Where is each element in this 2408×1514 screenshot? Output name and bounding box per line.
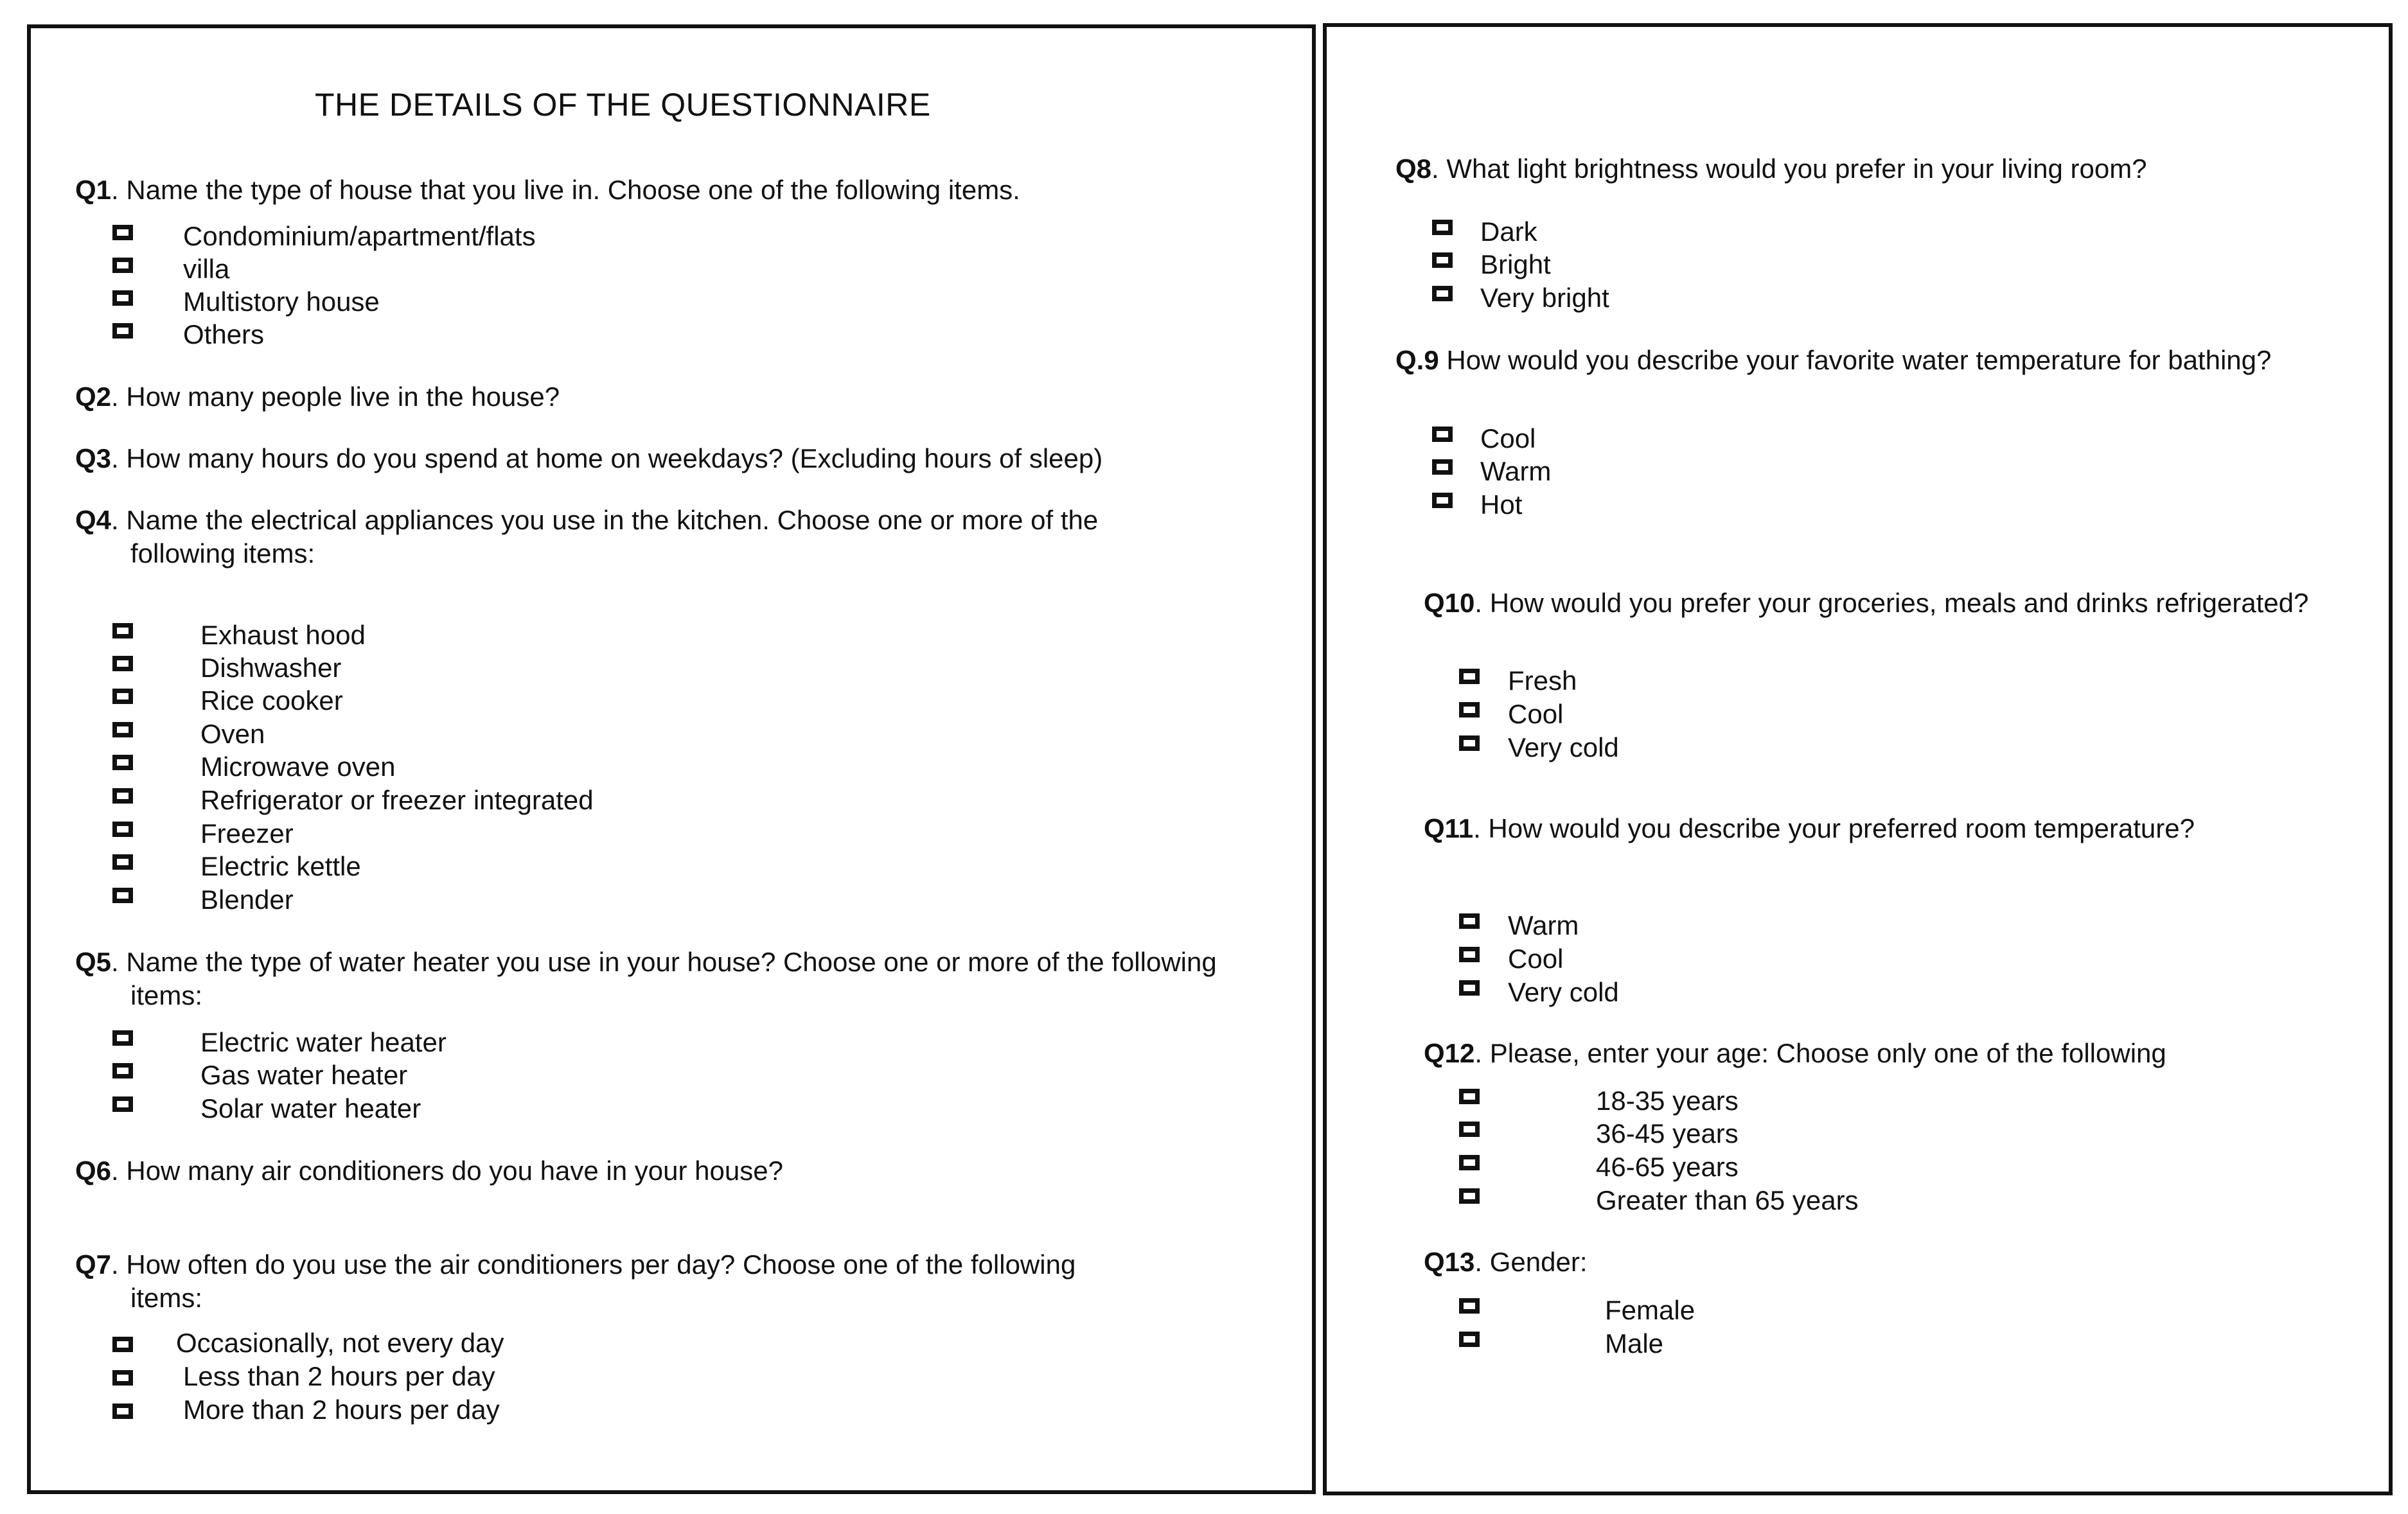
option-label: Cool <box>1480 423 1536 453</box>
option-label: Male <box>1605 1328 1664 1359</box>
checkbox[interactable] <box>112 822 133 837</box>
option-label: Female <box>1605 1295 1695 1325</box>
question-4: Q4. Name the electrical appliances you use in the kitchen. Choose one or more of the following items: <box>75 505 1099 568</box>
checkbox[interactable] <box>1459 980 1480 996</box>
checkbox[interactable] <box>1432 427 1453 442</box>
option-label: Gas water heater <box>200 1060 408 1090</box>
checkbox[interactable] <box>112 689 133 704</box>
checkbox[interactable] <box>112 722 133 737</box>
option-label: Cool <box>1508 699 1564 729</box>
checkbox[interactable] <box>1459 669 1480 684</box>
question-9: Q.9 How would you describe your favorite water temperature for bathing? <box>1395 345 2272 375</box>
checkbox[interactable] <box>1459 1089 1480 1104</box>
option-label: Others <box>183 319 265 349</box>
checkbox[interactable] <box>112 788 133 804</box>
checkbox[interactable] <box>112 1404 133 1419</box>
question-8: Q8. What light brightness would you prefer in your living room? <box>1395 154 2147 184</box>
option-label: 46-65 years <box>1596 1152 1739 1182</box>
checkbox[interactable] <box>1459 913 1480 929</box>
question-12: Q12. Please, enter your age: Choose only one of the following <box>1424 1038 2166 1068</box>
checkbox[interactable] <box>112 854 133 870</box>
option-label: More than 2 hours per day <box>183 1395 500 1425</box>
option-label: Electric kettle <box>200 851 361 881</box>
option-label: Blender <box>200 885 294 915</box>
question-13: Q13. Gender: <box>1424 1247 1588 1277</box>
option-label: Multistory house <box>183 286 380 317</box>
checkbox[interactable] <box>1459 1332 1480 1347</box>
checkbox[interactable] <box>1459 1122 1480 1137</box>
checkbox[interactable] <box>112 656 133 671</box>
checkbox[interactable] <box>1459 1155 1480 1170</box>
question-10: Q10. How would you prefer your groceries, meals and drinks refrigerated? <box>1424 588 2309 618</box>
checkbox[interactable] <box>112 225 133 240</box>
question-6: Q6. How many air conditioners do you have in your house? <box>75 1156 783 1186</box>
option-label: Greater than 65 years <box>1596 1185 1859 1215</box>
option-label: Electric water heater <box>200 1027 447 1057</box>
option-label: Warm <box>1480 456 1552 486</box>
checkbox[interactable] <box>1459 947 1480 962</box>
option-label: 36-45 years <box>1596 1118 1739 1149</box>
option-label: Less than 2 hours per day <box>183 1361 495 1391</box>
option-label: Very cold <box>1508 732 1619 762</box>
question-7: Q7. How often do you use the air conditioners per day? Choose one of the following items: <box>75 1249 1076 1313</box>
option-label: Dark <box>1480 216 1537 247</box>
option-label: 18-35 years <box>1596 1086 1739 1116</box>
checkbox[interactable] <box>1459 702 1480 717</box>
option-label: Microwave oven <box>200 752 396 782</box>
checkbox[interactable] <box>112 755 133 770</box>
option-label: Refrigerator or freezer integrated <box>200 785 594 815</box>
option-label: Hot <box>1480 489 1523 520</box>
checkbox[interactable] <box>112 258 133 273</box>
checkbox[interactable] <box>112 1063 133 1078</box>
checkbox[interactable] <box>1432 493 1453 508</box>
option-label: villa <box>183 254 230 284</box>
option-label: Solar water heater <box>200 1093 421 1123</box>
option-label: Bright <box>1480 249 1551 279</box>
option-label: Very bright <box>1480 283 1609 313</box>
checkbox[interactable] <box>112 1337 133 1352</box>
checkbox[interactable] <box>1459 735 1480 751</box>
checkbox[interactable] <box>1459 1298 1480 1314</box>
option-label: Rice cooker <box>200 685 343 716</box>
question-3: Q3. How many hours do you spend at home on weekdays? (Excluding hours of sleep) <box>75 443 1103 473</box>
option-label: Occasionally, not every day <box>176 1328 504 1358</box>
checkbox[interactable] <box>112 290 133 306</box>
checkbox[interactable] <box>112 888 133 903</box>
option-label: Freezer <box>200 818 294 849</box>
option-label: Fresh <box>1508 665 1577 696</box>
option-label: Cool <box>1508 944 1564 974</box>
checkbox[interactable] <box>112 623 133 638</box>
option-label: Dishwasher <box>200 653 342 683</box>
page-title: THE DETAILS OF THE QUESTIONNAIRE <box>315 87 931 123</box>
checkbox[interactable] <box>112 1096 133 1112</box>
option-label: Condominium/apartment/flats <box>183 221 536 251</box>
question-2: Q2. How many people live in the house? <box>75 382 560 412</box>
checkbox[interactable] <box>1432 286 1453 301</box>
checkbox[interactable] <box>1432 252 1453 268</box>
checkbox[interactable] <box>1432 459 1453 475</box>
checkbox[interactable] <box>112 1370 133 1386</box>
question-5: Q5. Name the type of water heater you use in your house? Choose one or more of the following items: <box>75 947 1217 1010</box>
checkbox[interactable] <box>112 323 133 339</box>
checkbox[interactable] <box>1459 1188 1480 1204</box>
option-label: Exhaust hood <box>200 620 366 650</box>
option-label: Warm <box>1508 910 1579 940</box>
checkbox[interactable] <box>112 1030 133 1046</box>
question-1: Q1. Name the type of house that you live in. Choose one of the following items. <box>75 175 1020 205</box>
option-label: Very cold <box>1508 977 1619 1007</box>
question-11: Q11. How would you describe your preferred room temperature? <box>1424 813 2195 843</box>
option-label: Oven <box>200 719 265 749</box>
checkbox[interactable] <box>1432 220 1453 235</box>
